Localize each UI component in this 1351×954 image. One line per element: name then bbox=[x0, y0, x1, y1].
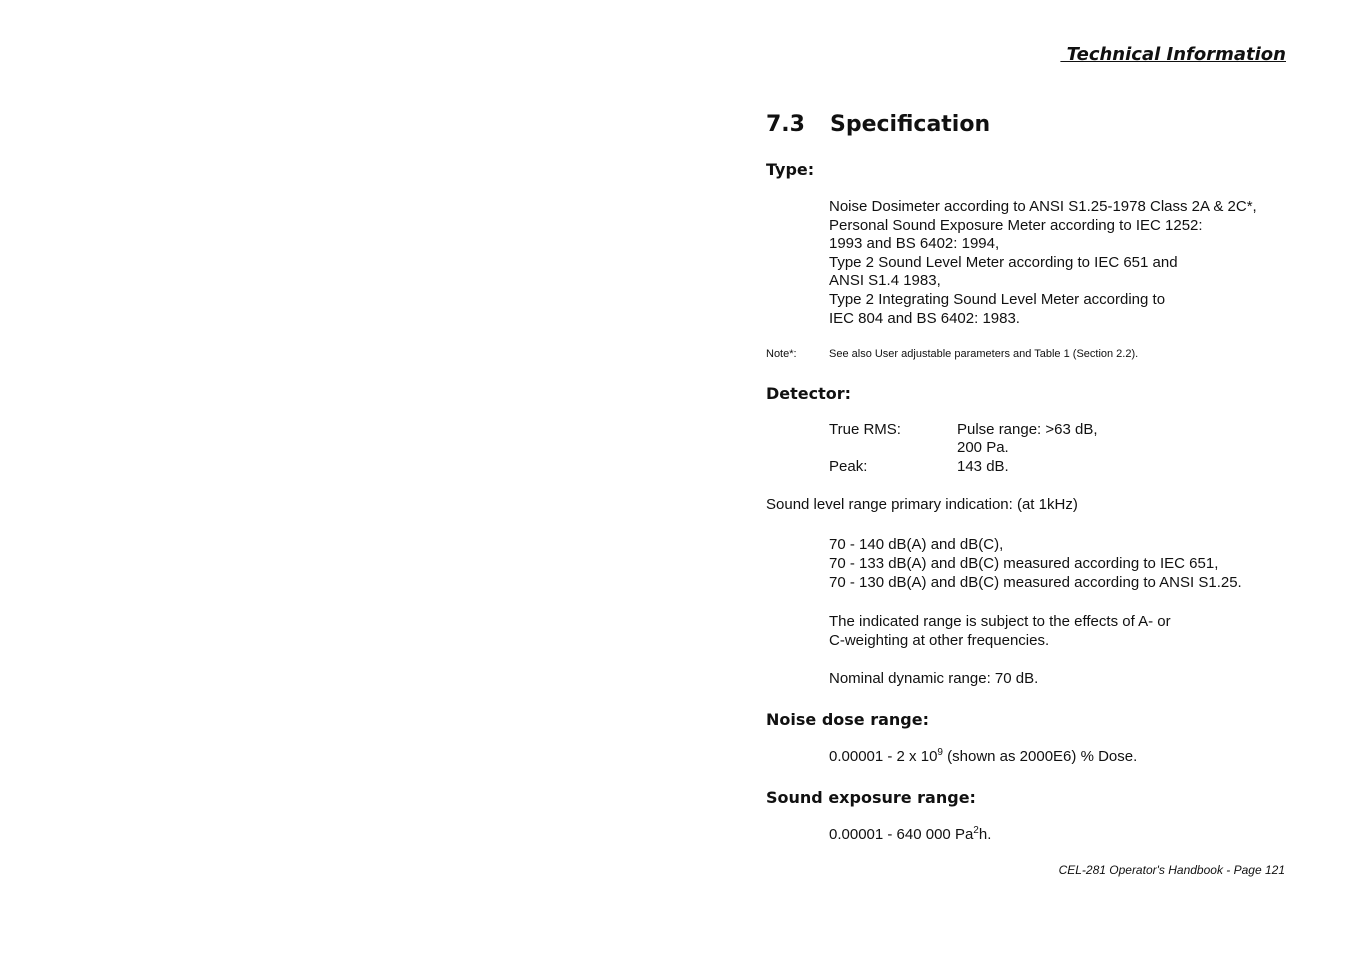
rms-label: True RMS: bbox=[829, 421, 901, 438]
section-title: Specification bbox=[830, 112, 991, 137]
range-line: 70 - 133 dB(A) and dB(C) measured according to IEC 651, bbox=[829, 555, 1219, 572]
type-line: Noise Dosimeter according to ANSI S1.25-1978 Class 2A & 2C*, bbox=[829, 198, 1257, 215]
rms-value: 200 Pa. bbox=[957, 439, 1009, 456]
sound-level-ranges bbox=[829, 535, 1242, 592]
sound-level-intro bbox=[766, 496, 1078, 515]
noise-dose-value bbox=[829, 748, 1137, 767]
weighting-line: The indicated range is subject to the effects of A- or bbox=[829, 613, 1171, 630]
type-line: Personal Sound Exposure Meter according to IEC 1252: bbox=[829, 216, 1203, 234]
sound-exposure-suffix: h. bbox=[978, 826, 992, 843]
type-line: Type 2 Integrating Sound Level Meter according to bbox=[829, 290, 1166, 308]
peak-label: Peak: bbox=[829, 458, 868, 475]
noise-dose-line bbox=[829, 748, 1137, 767]
weighting-line: C-weighting at other frequencies. bbox=[829, 632, 1050, 649]
rms-value: Pulse range: >63 dB, bbox=[957, 421, 1098, 438]
noise-dose-suffix: (shown as 2000E6) % Dose. bbox=[942, 748, 1138, 765]
section-heading bbox=[766, 112, 990, 137]
running-header: Technical Information bbox=[1060, 44, 1286, 65]
note-label: Note*: bbox=[766, 348, 797, 360]
type-heading: Type: bbox=[766, 160, 815, 179]
sound-level-intro-text: Sound level range primary indication: (at 1kHz) bbox=[766, 496, 1078, 513]
noise-dose-exponent: 9 bbox=[937, 747, 943, 758]
type-line: IEC 804 and BS 6402: 1983. bbox=[829, 309, 1020, 327]
peak-value: 143 dB. bbox=[957, 458, 1009, 475]
dynamic-range-text: Nominal dynamic range: 70 dB. bbox=[829, 670, 1039, 687]
type-line: Type 2 Sound Level Meter according to IEC 651 and bbox=[829, 253, 1178, 271]
type-line: ANSI S1.4 1983, bbox=[829, 272, 941, 290]
detector-heading: Detector: bbox=[766, 384, 852, 403]
noise-dose-heading: Noise dose range: bbox=[766, 710, 929, 729]
dynamic-range bbox=[829, 670, 1038, 689]
page-footer: CEL-281 Operator's Handbook - Page 121 bbox=[1058, 863, 1285, 877]
range-line: 70 - 130 dB(A) and dB(C) measured according to ANSI S1.25. bbox=[829, 574, 1242, 591]
range-line: 70 - 140 dB(A) and dB(C), bbox=[829, 536, 1004, 553]
note-text: See also User adjustable parameters and Table 1 (Section 2.2). bbox=[829, 348, 1139, 360]
section-number: 7.3 bbox=[766, 112, 805, 137]
sound-exposure-exponent: 2 bbox=[973, 825, 979, 836]
weighting-note bbox=[829, 612, 1171, 650]
sound-exposure-prefix: 0.00001 - 640 000 Pa bbox=[829, 826, 974, 843]
noise-dose-prefix: 0.00001 - 2 x 10 bbox=[829, 748, 938, 765]
sound-exposure-line bbox=[829, 826, 991, 845]
sound-exposure-heading: Sound exposure range: bbox=[766, 788, 976, 807]
type-description bbox=[829, 198, 1257, 328]
type-line: 1993 and BS 6402: 1994, bbox=[829, 235, 1000, 253]
sound-exposure-value bbox=[829, 826, 991, 845]
